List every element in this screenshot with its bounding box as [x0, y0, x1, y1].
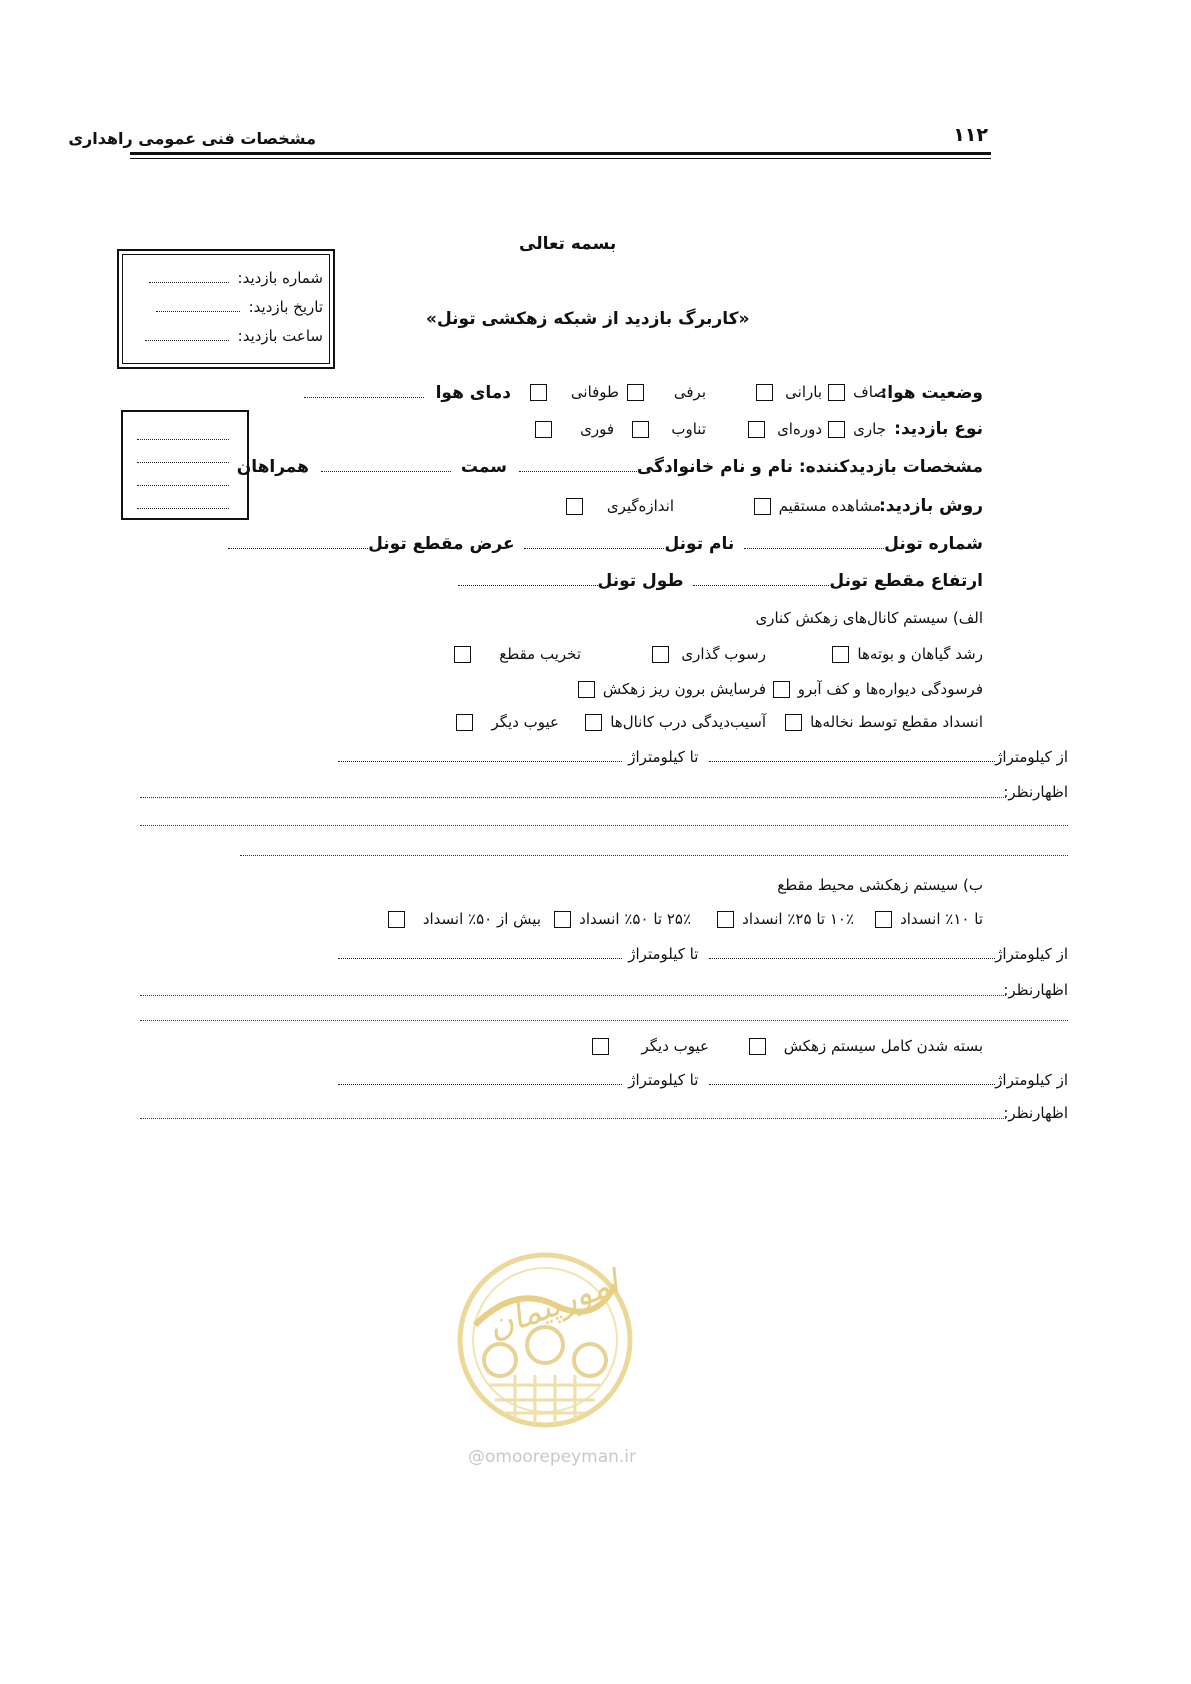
- checkbox[interactable]: [454, 646, 471, 663]
- visit-type-option-label: دوره‌ای: [777, 420, 822, 438]
- section-a-drain-erosion[interactable]: [578, 680, 766, 698]
- section-a-opinion-line-3[interactable]: [240, 855, 1068, 856]
- to-km-label: تا کیلومتراژ: [628, 945, 699, 963]
- section-a-cover-damage[interactable]: [585, 713, 766, 731]
- checkbox[interactable]: [785, 714, 802, 731]
- watermark-url: @omoorepeyman.ir: [468, 1447, 637, 1467]
- section-b-upto-10[interactable]: [875, 910, 983, 928]
- visit-time-field[interactable]: [145, 327, 323, 345]
- option-label: فرسایش برون ریز زهکش: [602, 680, 766, 698]
- section-b-other-defects[interactable]: [592, 1037, 709, 1055]
- page-number: ۱۱۲: [953, 124, 988, 146]
- temperature-field[interactable]: [304, 383, 511, 403]
- companions-label: همراهان: [236, 457, 309, 477]
- section-a-debris-blockage[interactable]: [785, 713, 983, 731]
- method-measurement[interactable]: [566, 497, 674, 515]
- tunnel-row-1: [228, 534, 983, 554]
- weather-option-stormy[interactable]: [530, 383, 619, 401]
- tunnel-length-label: طول تونل: [597, 571, 684, 591]
- checkbox[interactable]: [578, 681, 595, 698]
- section-a-wall-wear[interactable]: [773, 680, 983, 698]
- checkbox[interactable]: [875, 911, 892, 928]
- checkbox[interactable]: [585, 714, 602, 731]
- companions-box: [121, 410, 249, 520]
- section-a-opinion: [140, 783, 1068, 801]
- watermark-text: امورپیمان: [482, 1262, 625, 1348]
- weather-option-label: بارانی: [785, 383, 822, 401]
- from-km-label: از کیلومتراژ: [995, 1071, 1068, 1089]
- watermark-logo: [455, 1245, 635, 1445]
- inspector-name-label: مشخصات بازدیدکننده: نام و نام خانوادگی: [636, 457, 983, 477]
- inspector-post-label: سمت: [460, 457, 507, 477]
- visit-type-interval[interactable]: [632, 420, 706, 438]
- section-a-plant-growth[interactable]: [832, 645, 983, 663]
- visit-type-option-label: جاری: [853, 420, 886, 438]
- header-rule-thin: [130, 158, 991, 159]
- visit-time-label: ساعت بازدید:: [237, 327, 323, 345]
- visit-type-option-label: تناوب: [671, 420, 706, 438]
- option-label: ۲۵٪ تا ۵۰٪ انسداد: [579, 910, 691, 928]
- tunnel-name-input[interactable]: [524, 547, 664, 549]
- inspector-post-input[interactable]: [321, 470, 451, 472]
- visit-number-field[interactable]: [149, 269, 323, 287]
- section-b-km-range: [332, 945, 1068, 963]
- section-b-over-50[interactable]: [388, 910, 541, 928]
- opinion-label: اظهارنظر:: [1003, 981, 1068, 999]
- section-b-km-range-2: [332, 1071, 1068, 1089]
- inspector-name-input[interactable]: [519, 470, 637, 472]
- to-km-label: تا کیلومتراژ: [628, 748, 699, 766]
- option-label: تا ۱۰٪ انسداد: [900, 910, 983, 928]
- running-header-title: مشخصات فنی عمومی راهداری: [68, 129, 316, 148]
- weather-option-snowy[interactable]: [627, 383, 706, 401]
- tunnel-height-input[interactable]: [693, 584, 829, 586]
- checkbox[interactable]: [754, 498, 771, 515]
- companion-line-3[interactable]: [137, 484, 229, 486]
- tunnel-name-label: نام تونل: [664, 534, 735, 554]
- weather-option-rainy[interactable]: [756, 383, 822, 401]
- visit-type-option-label: فوری: [580, 420, 614, 438]
- visit-type-periodic[interactable]: [748, 420, 822, 438]
- temperature-label: دمای هوا: [435, 383, 511, 403]
- visit-date-label: تاریخ بازدید:: [248, 298, 323, 316]
- checkbox[interactable]: [749, 1038, 766, 1055]
- weather-option-label: طوفانی: [570, 383, 619, 401]
- section-b-opinion-line-2[interactable]: [140, 1020, 1068, 1021]
- visit-date-field[interactable]: [156, 298, 323, 316]
- section-a-opinion-line-1[interactable]: [140, 797, 1006, 798]
- method-option-label: مشاهده مستقیم: [778, 497, 881, 515]
- section-b-opinion-2-line[interactable]: [140, 1118, 1006, 1119]
- section-a-title: الف) سیستم کانال‌های زهکش کناری: [755, 609, 983, 627]
- option-label: بیش از ۵۰٪ انسداد: [422, 910, 541, 928]
- checkbox[interactable]: [566, 498, 583, 515]
- from-km-input[interactable]: [709, 760, 995, 762]
- inspector-row: [237, 457, 983, 477]
- from-km-label: از کیلومتراژ: [995, 748, 1068, 766]
- form-title: «کاربرگ بازدید از شبکه زهکشی تونل»: [426, 309, 750, 329]
- option-label: تخریب مقطع: [499, 645, 581, 663]
- section-a-sedimentation[interactable]: [652, 645, 766, 663]
- section-b-title: ب) سیستم زهکشی محیط مقطع: [777, 876, 983, 894]
- tunnel-row-2: [458, 571, 983, 591]
- bismillah: بسمه تعالی: [519, 234, 617, 254]
- method-label: روش بازدید:: [878, 496, 983, 516]
- section-b-10-25[interactable]: [717, 910, 854, 928]
- checkbox[interactable]: [773, 681, 790, 698]
- checkbox[interactable]: [717, 911, 734, 928]
- visit-info-box: [117, 249, 335, 369]
- to-km-input[interactable]: [338, 957, 622, 959]
- from-km-input[interactable]: [709, 1083, 995, 1085]
- checkbox[interactable]: [748, 421, 765, 438]
- tunnel-number-label: شماره تونل: [884, 534, 983, 554]
- option-label: عیوب دیگر: [641, 1037, 709, 1055]
- visit-type-current[interactable]: [828, 420, 886, 438]
- tunnel-width-label: عرض مقطع تونل: [368, 534, 515, 554]
- section-a-other-defects[interactable]: [456, 713, 559, 731]
- section-b-opinion-2: [997, 1104, 1068, 1122]
- checkbox[interactable]: [388, 911, 405, 928]
- option-label: رسوب گذاری: [681, 645, 766, 663]
- weather-label: وضعیت هوا:: [880, 383, 983, 403]
- checkbox[interactable]: [554, 911, 571, 928]
- section-b-25-50[interactable]: [554, 910, 691, 928]
- opinion-label: اظهارنظر:: [1003, 1104, 1068, 1122]
- to-km-input[interactable]: [338, 760, 622, 762]
- checkbox[interactable]: [456, 714, 473, 731]
- from-km-input[interactable]: [709, 957, 995, 959]
- weather-option-label: صاف: [853, 383, 886, 401]
- checkbox[interactable]: [828, 384, 845, 401]
- checkbox[interactable]: [632, 421, 649, 438]
- tunnel-number-input[interactable]: [744, 547, 884, 549]
- option-label: رشد گیاهان و بوته‌ها: [857, 645, 983, 663]
- option-label: ۱۰٪ تا ۲۵٪ انسداد: [742, 910, 854, 928]
- visit-type-urgent[interactable]: [535, 420, 614, 438]
- tunnel-width-input[interactable]: [228, 547, 368, 549]
- checkbox[interactable]: [652, 646, 669, 663]
- to-km-input[interactable]: [338, 1083, 622, 1085]
- method-direct[interactable]: [754, 497, 881, 515]
- opinion-label: اظهارنظر:: [1003, 783, 1068, 801]
- header-rule-thick: [130, 152, 991, 155]
- companion-line-4[interactable]: [137, 507, 229, 509]
- checkbox[interactable]: [535, 421, 552, 438]
- option-label: فرسودگی دیواره‌ها و کف آبرو: [797, 680, 983, 698]
- checkbox[interactable]: [627, 384, 644, 401]
- companion-line-2[interactable]: [137, 461, 229, 463]
- option-label: عیوب دیگر: [491, 713, 559, 731]
- option-label: بسته شدن کامل سیستم زهکش: [783, 1037, 983, 1055]
- tunnel-length-input[interactable]: [458, 584, 598, 586]
- checkbox[interactable]: [592, 1038, 609, 1055]
- section-b-opinion-line-1[interactable]: [140, 995, 1006, 996]
- section-b-opinion: [997, 981, 1068, 999]
- section-a-opinion-line-2[interactable]: [140, 825, 1068, 826]
- companion-line-1[interactable]: [137, 438, 229, 440]
- weather-option-label: برفی: [673, 383, 706, 401]
- weather-option-clear[interactable]: [828, 383, 886, 401]
- method-option-label: اندازه‌گیری: [606, 497, 674, 515]
- tunnel-height-label: ارتفاع مقطع تونل: [829, 571, 983, 591]
- checkbox[interactable]: [756, 384, 773, 401]
- to-km-label: تا کیلومتراژ: [628, 1071, 699, 1089]
- section-b-full-closure[interactable]: [749, 1037, 983, 1055]
- visit-number-label: شماره بازدید:: [237, 269, 323, 287]
- checkbox[interactable]: [530, 384, 547, 401]
- option-label: انسداد مقطع توسط نخاله‌ها: [810, 713, 983, 731]
- section-a-section-destruction[interactable]: [454, 645, 581, 663]
- checkbox[interactable]: [832, 646, 849, 663]
- from-km-label: از کیلومتراژ: [995, 945, 1068, 963]
- visit-type-label: نوع بازدید:: [894, 419, 983, 439]
- checkbox[interactable]: [828, 421, 845, 438]
- option-label: آسیب‌دیدگی درب کانال‌ها: [610, 713, 766, 731]
- section-a-km-range: [332, 748, 1068, 766]
